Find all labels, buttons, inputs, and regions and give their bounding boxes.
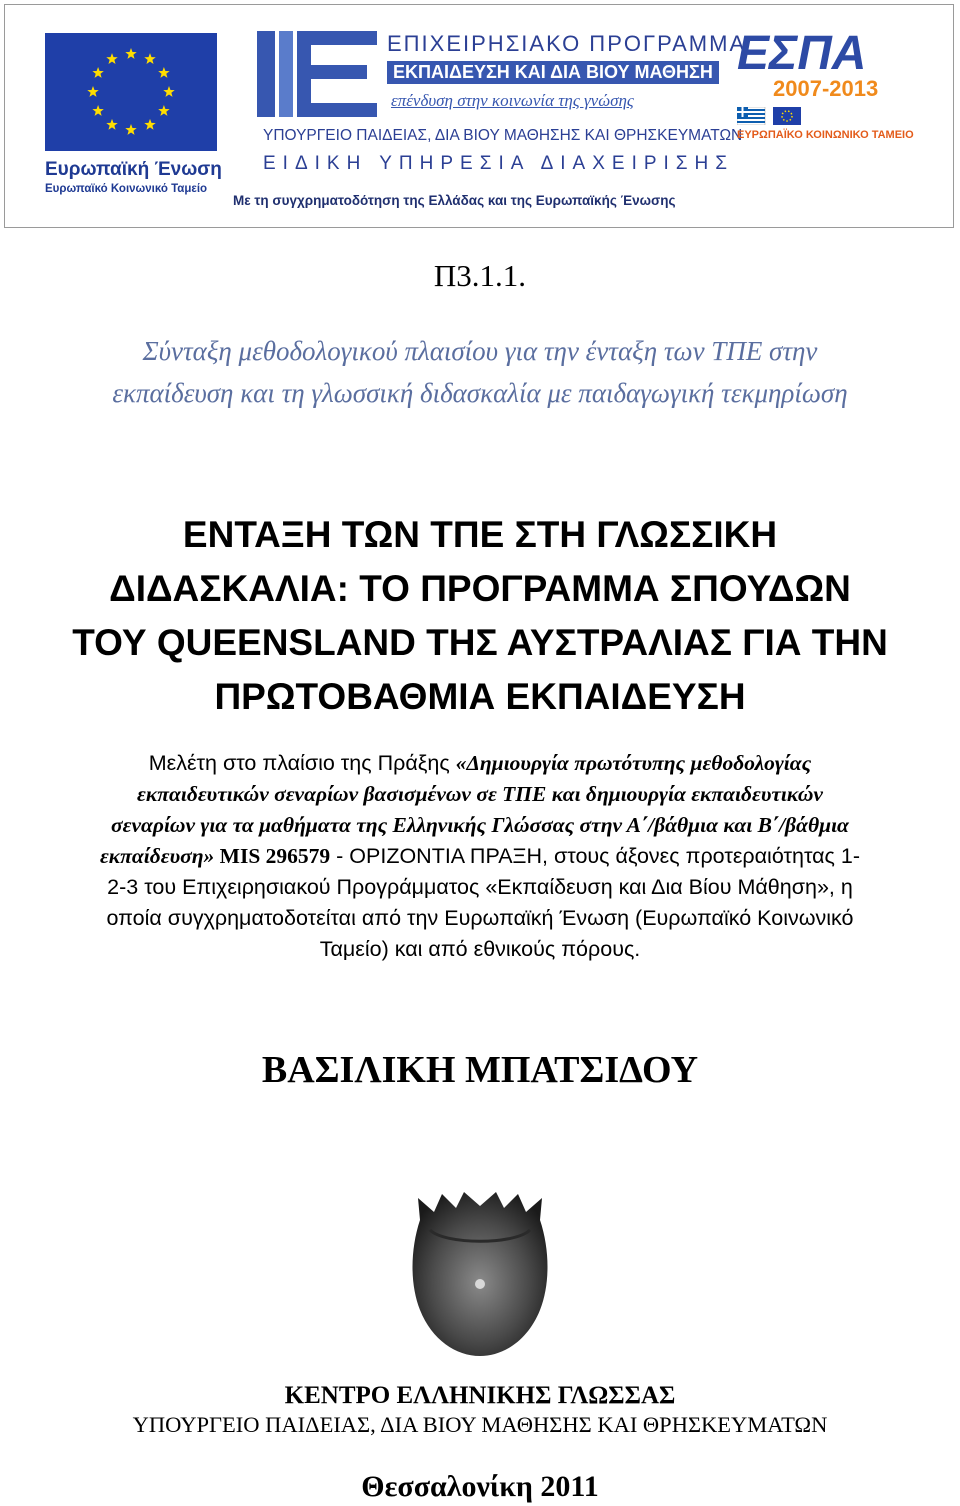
deliverable-code: Π3.1.1. [433, 258, 527, 293]
document-title [0, 508, 960, 724]
op-managing-authority: ΕΙΔΙΚΗ ΥΠΗΡΕΣΙΑ ΔΙΑΧΕΙΡΙΣΗΣ [263, 153, 735, 174]
study-intro: Μελέτη στο πλαίσιο της Πράξης [148, 751, 456, 775]
author-name: ΒΑΣΙΛΙΚΗ ΜΠΑΤΣΙΔΟΥ [261, 1049, 699, 1091]
ministry-name: ΥΠΟΥΡΓΕΙΟ ΠΑΙΔΕΙΑΣ, ΔΙΑ ΒΙΟΥ ΜΑΘΗΣΗΣ ΚΑΙ ΘΡΗΣΚΕΥΜΑΤΩΝ [132, 1412, 828, 1437]
project-title-part: σεναρίων για τα μαθήματα της Ελληνικής Γλώσσας στην Α΄/βάθμια και Β΄/βάθμια [111, 813, 849, 837]
op-title: ΕΠΙΧΕΙΡΗΣΙΑΚΟ ΠΡΟΓΡΑΜΜΑ [387, 31, 747, 56]
project-title-part: εκπαιδευτικών σεναρίων βασισμένων σε ΤΠΕ και δημιουργία εκπαιδευτικών [137, 782, 823, 806]
espa-fund-label: ΕΥΡΩΠΑΪΚΟ ΚΟΙΝΩΝΙΚΟ ΤΑΜΕΙΟ [737, 129, 914, 141]
place-and-year: Θεσσαλονίκη 2011 [361, 1470, 599, 1503]
eu-subtitle: Ευρωπαϊκό Κοινωνικό Ταμείο [45, 183, 208, 195]
study-text: Ταμείο) και από εθνικούς πόρους. [319, 937, 641, 961]
project-title-part: εκπαίδευση» [99, 844, 215, 868]
eu-flag-logo [45, 33, 217, 151]
deliverable-subtitle [0, 330, 960, 414]
eu-title: Ευρωπαϊκή Ένωση [45, 159, 222, 180]
ancient-emblem-icon [400, 1190, 560, 1360]
study-text: - ΟΡΙΖΟΝΤΙΑ ΠΡΑΞΗ, στους άξονες προτεραιότητας 1- [330, 844, 861, 868]
op-ministry: ΥΠΟΥΡΓΕΙΟ ΠΑΙΔΕΙΑΣ, ΔΙΑ ΒΙΟΥ ΜΑΘΗΣΗΣ ΚΑΙ ΘΡΗΣΚΕΥΜΑΤΩΝ [263, 127, 743, 144]
subtitle-line: εκπαίδευση και τη γλωσσική διδασκαλία με παιδαγωγική τεκμηρίωση [112, 378, 848, 408]
cofinance-note: Με τη συγχρηματοδότηση της Ελλάδας και της Ευρωπαϊκής Ένωσης [233, 193, 676, 208]
study-text: 2-3 του Επιχειρησιακού Προγράμματος «Εκπαίδευση και Δια Βίου Μάθηση», η [107, 875, 853, 899]
op-name: ΕΚΠΑΙΔΕΥΣΗ ΚΑΙ ΔΙΑ ΒΙΟΥ ΜΑΘΗΣΗ [387, 61, 719, 84]
title-line: ΔΙΔΑΣΚΑΛΙΑ: ΤΟ ΠΡΟΓΡΑΜΜΑ ΣΠΟΥΔΩΝ [109, 568, 851, 609]
op-slogan: επένδυση στην κοινωνία της γνώσης [391, 91, 634, 110]
study-text: οποία συγχρηματοδοτείται από την Ευρωπαϊκή Ένωση (Ευρωπαϊκό Κοινωνικό [106, 906, 854, 930]
project-title-part: «Δημιουργία πρωτότυπης μεθοδολογίας [455, 751, 812, 775]
center-name: ΚΕΝΤΡΟ ΕΛΛΗΝΙΚΗΣ ΓΛΩΣΣΑΣ [284, 1382, 676, 1409]
flags-icon [737, 107, 857, 125]
study-line [0, 841, 960, 872]
funding-banner [4, 4, 954, 228]
title-line: ΤΟΥ QUEENSLAND ΤΗΣ ΑΥΣΤΡΑΛΙΑΣ ΓΙΑ ΤΗΝ [72, 622, 888, 663]
espa-word: ΕΣΠΑ [737, 27, 867, 80]
subtitle-line: Σύνταξη μεθοδολογικού πλαισίου για την ένταξη των ΤΠΕ στην [142, 336, 818, 366]
study-line [0, 748, 960, 779]
mis-code: MIS 296579 [214, 844, 331, 868]
study-description [0, 748, 960, 965]
operational-programme-emblem [257, 31, 377, 117]
espa-logo [737, 27, 933, 141]
espa-years: 2007-2013 [773, 76, 879, 101]
title-line: ΠΡΩΤΟΒΑΘΜΙΑ ΕΚΠΑΙΔΕΥΣΗ [214, 676, 746, 717]
title-line: ΕΝΤΑΞΗ ΤΩΝ ΤΠΕ ΣΤΗ ΓΛΩΣΣΙΚΗ [182, 514, 778, 555]
